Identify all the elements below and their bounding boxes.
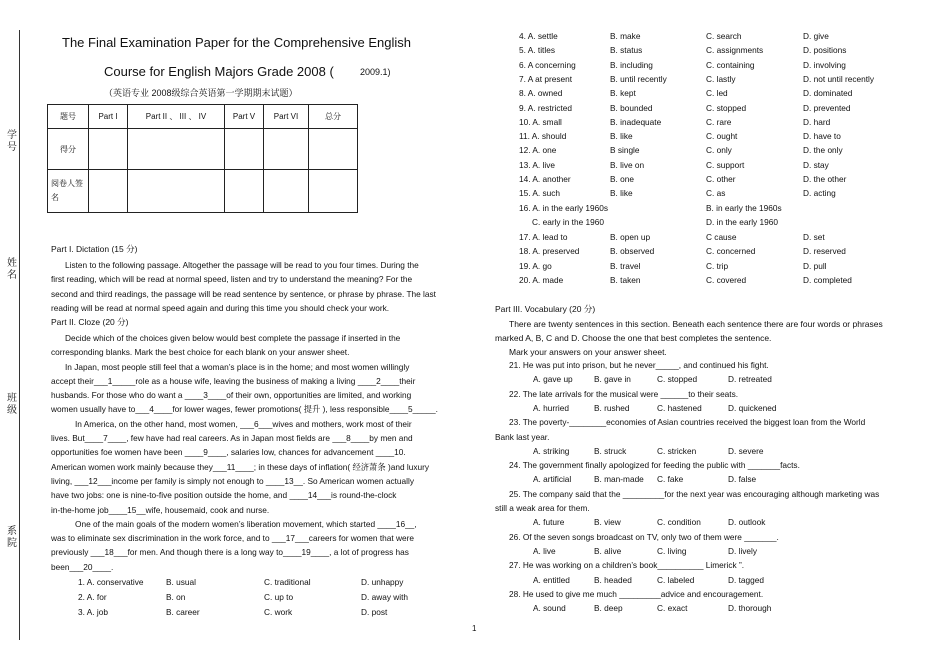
score-row-label: 得分 <box>48 129 89 170</box>
cloze-option[interactable]: C. support <box>706 159 745 170</box>
margin-label-class: 班级 <box>7 393 17 416</box>
binding-line <box>19 30 20 640</box>
part3-heading: Part III. Vocabulary (20 分) <box>495 304 596 314</box>
cloze-option[interactable]: 16. A. in the early 1960s <box>519 203 609 213</box>
cloze-option[interactable]: C. work <box>264 607 293 617</box>
part2-heading: Part II. Cloze (20 分) <box>51 317 129 327</box>
vocab-option[interactable]: D. false <box>728 474 757 485</box>
part3-intro: marked A, B, C and D. Choose the one that best completes the sentence. <box>495 333 772 343</box>
vocab-option[interactable]: B. alive <box>594 545 622 556</box>
vocab-option[interactable]: D. quickened <box>728 402 777 413</box>
cloze-option[interactable]: 18. A. preserved <box>519 246 580 257</box>
cloze-option[interactable]: B. live on <box>610 159 645 170</box>
cloze-option[interactable]: 1. A. conservative <box>78 577 144 587</box>
cloze-option[interactable]: B. in early the 1960s <box>706 203 782 213</box>
cloze-option[interactable]: B. including <box>610 59 653 70</box>
vocab-option[interactable]: B. deep <box>594 603 623 614</box>
cloze-option[interactable]: D. have to <box>803 131 841 142</box>
cloze-option[interactable]: C. trip <box>706 260 729 271</box>
score-cell[interactable] <box>128 129 225 170</box>
cloze-option[interactable]: D. post <box>361 607 388 617</box>
cloze-option[interactable]: 19. A. go <box>519 260 552 271</box>
part2-line: husbands. For those who do want a ____3____of their own, opportunities are limited, and working <box>51 390 412 401</box>
vocab-question: 23. The poverty-________economies of Asian countries received the biggest loan from the World <box>509 417 866 428</box>
cloze-option[interactable]: 4. A. settle <box>519 31 558 41</box>
vocab-option[interactable]: C. living <box>657 545 687 556</box>
vocab-option[interactable]: A. gave up <box>533 374 573 385</box>
vocab-option[interactable]: C. labeled <box>657 574 695 585</box>
part1-heading: Part I. Dictation (15 分) <box>51 244 138 254</box>
cloze-option[interactable]: C. other <box>706 174 736 184</box>
vocab-option[interactable]: B. view <box>594 517 621 528</box>
cloze-option[interactable]: 9. A. restricted <box>519 102 573 113</box>
cloze-option[interactable]: B. like <box>610 188 633 199</box>
part2-line: lives. But____7____, few have had real careers. As in Japan most fields are ___8____by men and <box>51 433 413 444</box>
cloze-option[interactable]: C. only <box>706 145 732 156</box>
cloze-option[interactable]: 8. A. owned <box>519 88 563 99</box>
vocab-option[interactable]: D. retreated <box>728 374 772 385</box>
signature-cell[interactable] <box>89 170 128 213</box>
cloze-option[interactable]: B. make <box>610 31 641 41</box>
cloze-option[interactable]: B. travel <box>610 260 641 271</box>
part1-line: reading will be read at normal speed again and during this time you should check your work. <box>51 302 390 313</box>
score-cell[interactable] <box>225 129 264 170</box>
cloze-option[interactable]: C cause <box>706 232 737 242</box>
part2-line: Decide which of the choices given below would best complete the passage if inserted in the <box>65 333 401 343</box>
cloze-option[interactable]: 3. A. job <box>78 607 108 617</box>
score-header-cell: Part I <box>89 105 128 129</box>
part2-line: women usually have to___4____for lower wages, fewer promotions( 提升 ), less responsible____5_____. <box>51 404 438 415</box>
signature-cell[interactable] <box>309 170 358 213</box>
cloze-option[interactable]: D. set <box>803 232 825 242</box>
cloze-option[interactable]: D. stay <box>803 159 829 170</box>
vocab-option[interactable]: D. thorough <box>728 603 772 614</box>
score-header-cell: Part II 、 III 、 IV <box>128 105 225 129</box>
part2-line: opportunities foe women have been ____9____, salaries low, chances for advancement ____10. <box>51 447 406 458</box>
cloze-option[interactable]: D. involving <box>803 59 846 70</box>
cloze-option[interactable]: B. on <box>166 592 186 602</box>
cloze-option[interactable]: D. give <box>803 31 829 41</box>
vocab-option[interactable]: B. rushed <box>594 402 630 413</box>
cloze-option[interactable]: D. hard <box>803 116 831 127</box>
vocab-option[interactable]: C. stricken <box>657 445 697 456</box>
cloze-option[interactable]: B. observed <box>610 246 655 257</box>
vocab-question: 26. Of the seven songs broadcast on TV, only two of them were _______. <box>509 531 779 542</box>
cloze-option[interactable]: B. until recently <box>610 73 667 84</box>
cloze-option[interactable]: D. the only <box>803 145 843 156</box>
vocab-question: 28. He used to give me much _________advice and encouragement. <box>509 588 764 599</box>
vocab-option[interactable]: B. headed <box>594 574 632 585</box>
cloze-option[interactable]: D. acting <box>803 188 836 199</box>
cloze-option[interactable]: 2. A. for <box>78 592 107 602</box>
part1-line: second and third readings, the passage will be read sentence by sentence, or phrase by phrase. The last <box>51 288 436 299</box>
page-number: 1 <box>472 624 477 633</box>
cloze-option[interactable]: C. up to <box>264 592 294 602</box>
part2-line: corresponding blanks. Mark the best choice for each blank on your answer sheet. <box>51 347 350 358</box>
cloze-option[interactable]: D. unhappy <box>361 577 404 587</box>
cloze-option[interactable]: D. completed <box>803 274 852 285</box>
vocab-option[interactable]: A. hurried <box>533 402 569 413</box>
vocab-question: 27. He was working on a children’s book__________ Limerick ”. <box>509 560 745 571</box>
score-table <box>47 104 358 213</box>
part2-line: One of the main goals of the modern women’s liberation movement, which started ____16__, <box>75 518 417 529</box>
cloze-option[interactable]: C. search <box>706 31 742 41</box>
score-header-cell: Part VI <box>264 105 309 129</box>
cloze-option[interactable]: D. not until recently <box>803 73 875 84</box>
cloze-option[interactable]: B. open up <box>610 232 651 242</box>
cloze-option[interactable]: C. early in the 1960 <box>532 217 604 227</box>
cloze-option[interactable]: B. inadequate <box>610 116 662 127</box>
part2-line: been___20____. <box>51 561 114 572</box>
part3-intro: Mark your answers on your answer sheet. <box>509 347 667 357</box>
score-header-cell: 题号 <box>48 105 89 129</box>
cloze-option[interactable]: C. concerned <box>706 246 756 257</box>
signature-cell[interactable] <box>264 170 309 213</box>
cloze-option[interactable]: B. bounded <box>610 102 653 113</box>
cloze-option[interactable]: 11. A. should <box>519 131 567 142</box>
cloze-option[interactable]: 13. A. live <box>519 159 555 170</box>
part2-line: In Japan, most people still feel that a woman’s place is in the home; and most women willingly <box>65 361 410 372</box>
cloze-option[interactable]: C. ought <box>706 131 738 142</box>
vocab-option[interactable]: D. severe <box>728 445 764 456</box>
cloze-option[interactable]: 17. A. lead to <box>519 232 568 242</box>
cloze-option[interactable]: 5. A. titles <box>519 45 555 56</box>
part2-body <box>51 331 455 574</box>
part2-line: accept their___1_____role as a house wife, leaving the business of making a living ____2____their <box>51 375 416 386</box>
cloze-option[interactable]: B. career <box>166 607 200 617</box>
cloze-option[interactable]: C. covered <box>706 274 747 285</box>
vocab-option[interactable]: C. stopped <box>657 374 698 385</box>
vocab-option[interactable]: D. tagged <box>728 574 764 585</box>
part2-line: previously ___18___for men. And though there is a long way to____19____, a lot of progress has <box>51 547 409 558</box>
cloze-option[interactable]: D. positions <box>803 45 847 56</box>
cloze-option[interactable]: C. stopped <box>706 102 747 113</box>
vocab-option[interactable]: B. gave in <box>594 374 631 385</box>
vocab-option[interactable]: C. condition <box>657 517 701 528</box>
cloze-option[interactable]: B. kept <box>610 88 636 99</box>
part2-line: in-the-home job____15__wife, housemaid, cook and nurse. <box>51 504 270 515</box>
vocab-question: 24. The government finally apologized for feeding the public with _______facts. <box>509 460 800 471</box>
signature-cell[interactable] <box>128 170 225 213</box>
cloze-option[interactable]: B. taken <box>610 274 641 285</box>
part2-line: American women work mainly because they___11____; in these days of inflation( 经济萧条 )and luxury <box>51 461 430 472</box>
score-header-cell: Part V <box>225 105 264 129</box>
score-cell[interactable] <box>264 129 309 170</box>
vocab-option[interactable]: B. man-made <box>594 474 644 485</box>
vocab-option[interactable]: A. entitled <box>533 574 570 585</box>
cloze-option[interactable]: D. dominated <box>803 88 853 99</box>
cloze-option[interactable]: D. the other <box>803 174 847 184</box>
cloze-option[interactable]: D. reserved <box>803 246 846 257</box>
cloze-option[interactable]: C. traditional <box>264 577 311 587</box>
cloze-option[interactable]: B single <box>610 145 640 156</box>
page-title-date: 2009.1) <box>360 67 391 77</box>
vocab-option[interactable]: D. outlook <box>728 517 766 528</box>
part1-body <box>51 258 455 315</box>
signature-cell[interactable] <box>225 170 264 213</box>
cloze-option[interactable]: 12. A. one <box>519 145 557 156</box>
cloze-option[interactable]: 6. A concerning <box>519 59 576 70</box>
vocab-question: 22. The late arrivals for the musical were ______to their seats. <box>509 388 739 399</box>
page-subtitle: （英语专业 2008级综合英语第一学期期末试题） <box>104 88 298 98</box>
cloze-option[interactable]: 15. A. such <box>519 188 561 199</box>
cloze-option[interactable]: D. away with <box>361 592 409 602</box>
score-cell[interactable] <box>89 129 128 170</box>
score-cell[interactable] <box>309 129 358 170</box>
vocab-question-cont: still a weak area for them. <box>495 503 590 513</box>
vocab-option[interactable]: C. fake <box>657 474 684 485</box>
vocab-option[interactable]: A. artificial <box>533 474 572 485</box>
part1-line: first reading, which will be read at normal speed, listen and try to understand the meaning? For the <box>51 274 413 285</box>
cloze-option[interactable]: D. pull <box>803 260 827 271</box>
vocab-question: 21. He was put into prison, but he never_____, and continued his fight. <box>509 360 769 370</box>
page-title-line2: Course for English Majors Grade 2008 ( <box>104 64 334 79</box>
cloze-option[interactable]: 7. A at present <box>519 73 573 84</box>
cloze-option[interactable]: C. lastly <box>706 73 736 84</box>
cloze-option[interactable]: B. status <box>610 45 643 56</box>
cloze-option[interactable]: C. containing <box>706 59 755 70</box>
part2-line: have two jobs: one is nine-to-five position outside the home, and ____14___is round-the-clock <box>51 490 397 501</box>
cloze-option[interactable]: 14. A. another <box>519 174 571 184</box>
cloze-option[interactable]: B. one <box>610 174 634 184</box>
cloze-option[interactable]: C. rare <box>706 116 732 127</box>
vocab-option[interactable]: A. sound <box>533 603 566 614</box>
vocab-option[interactable]: D. lively <box>728 545 758 556</box>
part2-line: In America, on the other hand, most women, ___6___wives and mothers, work most of their <box>75 418 412 429</box>
cloze-option[interactable]: B. like <box>610 131 633 142</box>
vocab-option[interactable]: C. hastened <box>657 402 702 413</box>
score-row-label: 阅卷人签名 <box>48 170 89 213</box>
vocab-option[interactable]: A. striking <box>533 445 570 456</box>
cloze-option[interactable]: 20. A. made <box>519 274 564 285</box>
score-header-cell: 总分 <box>309 105 358 129</box>
part2-line: living, ___12___income per family is simply not enough to ____13__. So American women actually <box>51 475 414 486</box>
vocab-option[interactable]: A. live <box>533 545 556 556</box>
vocab-question-cont: Bank last year. <box>495 431 550 442</box>
cloze-option[interactable]: D. prevented <box>803 102 851 113</box>
vocab-option[interactable]: B. struck <box>594 445 627 456</box>
cloze-option[interactable]: C. assignments <box>706 45 764 56</box>
page-title-line1: The Final Examination Paper for the Comprehensive English <box>62 35 412 50</box>
cloze-option[interactable]: C. led <box>706 88 728 99</box>
margin-label-name: 姓名 <box>7 258 17 281</box>
cloze-option[interactable]: B. usual <box>166 577 196 587</box>
part2-line: was to eliminate sex discrimination in the work force, and to ___17___careers for women that were <box>51 533 414 544</box>
vocab-option[interactable]: A. future <box>533 517 565 528</box>
cloze-option[interactable]: D. in the early 1960 <box>706 217 778 227</box>
vocab-question: 25. The company said that the _________for the next year was encouraging although marketing was <box>509 488 880 499</box>
margin-label-department: 系院 <box>7 526 17 549</box>
margin-label-student-id: 学号 <box>7 130 17 153</box>
cloze-option[interactable]: 10. A. small <box>519 116 562 127</box>
vocab-option[interactable]: C. exact <box>657 603 688 614</box>
part1-line: Listen to the following passage. Altogether the passage will be read to you four times. During the <box>65 260 419 270</box>
part3-intro: There are twenty sentences in this section. Beneath each sentence there are four words or phrases <box>509 319 883 329</box>
cloze-option[interactable]: C. as <box>706 188 726 199</box>
